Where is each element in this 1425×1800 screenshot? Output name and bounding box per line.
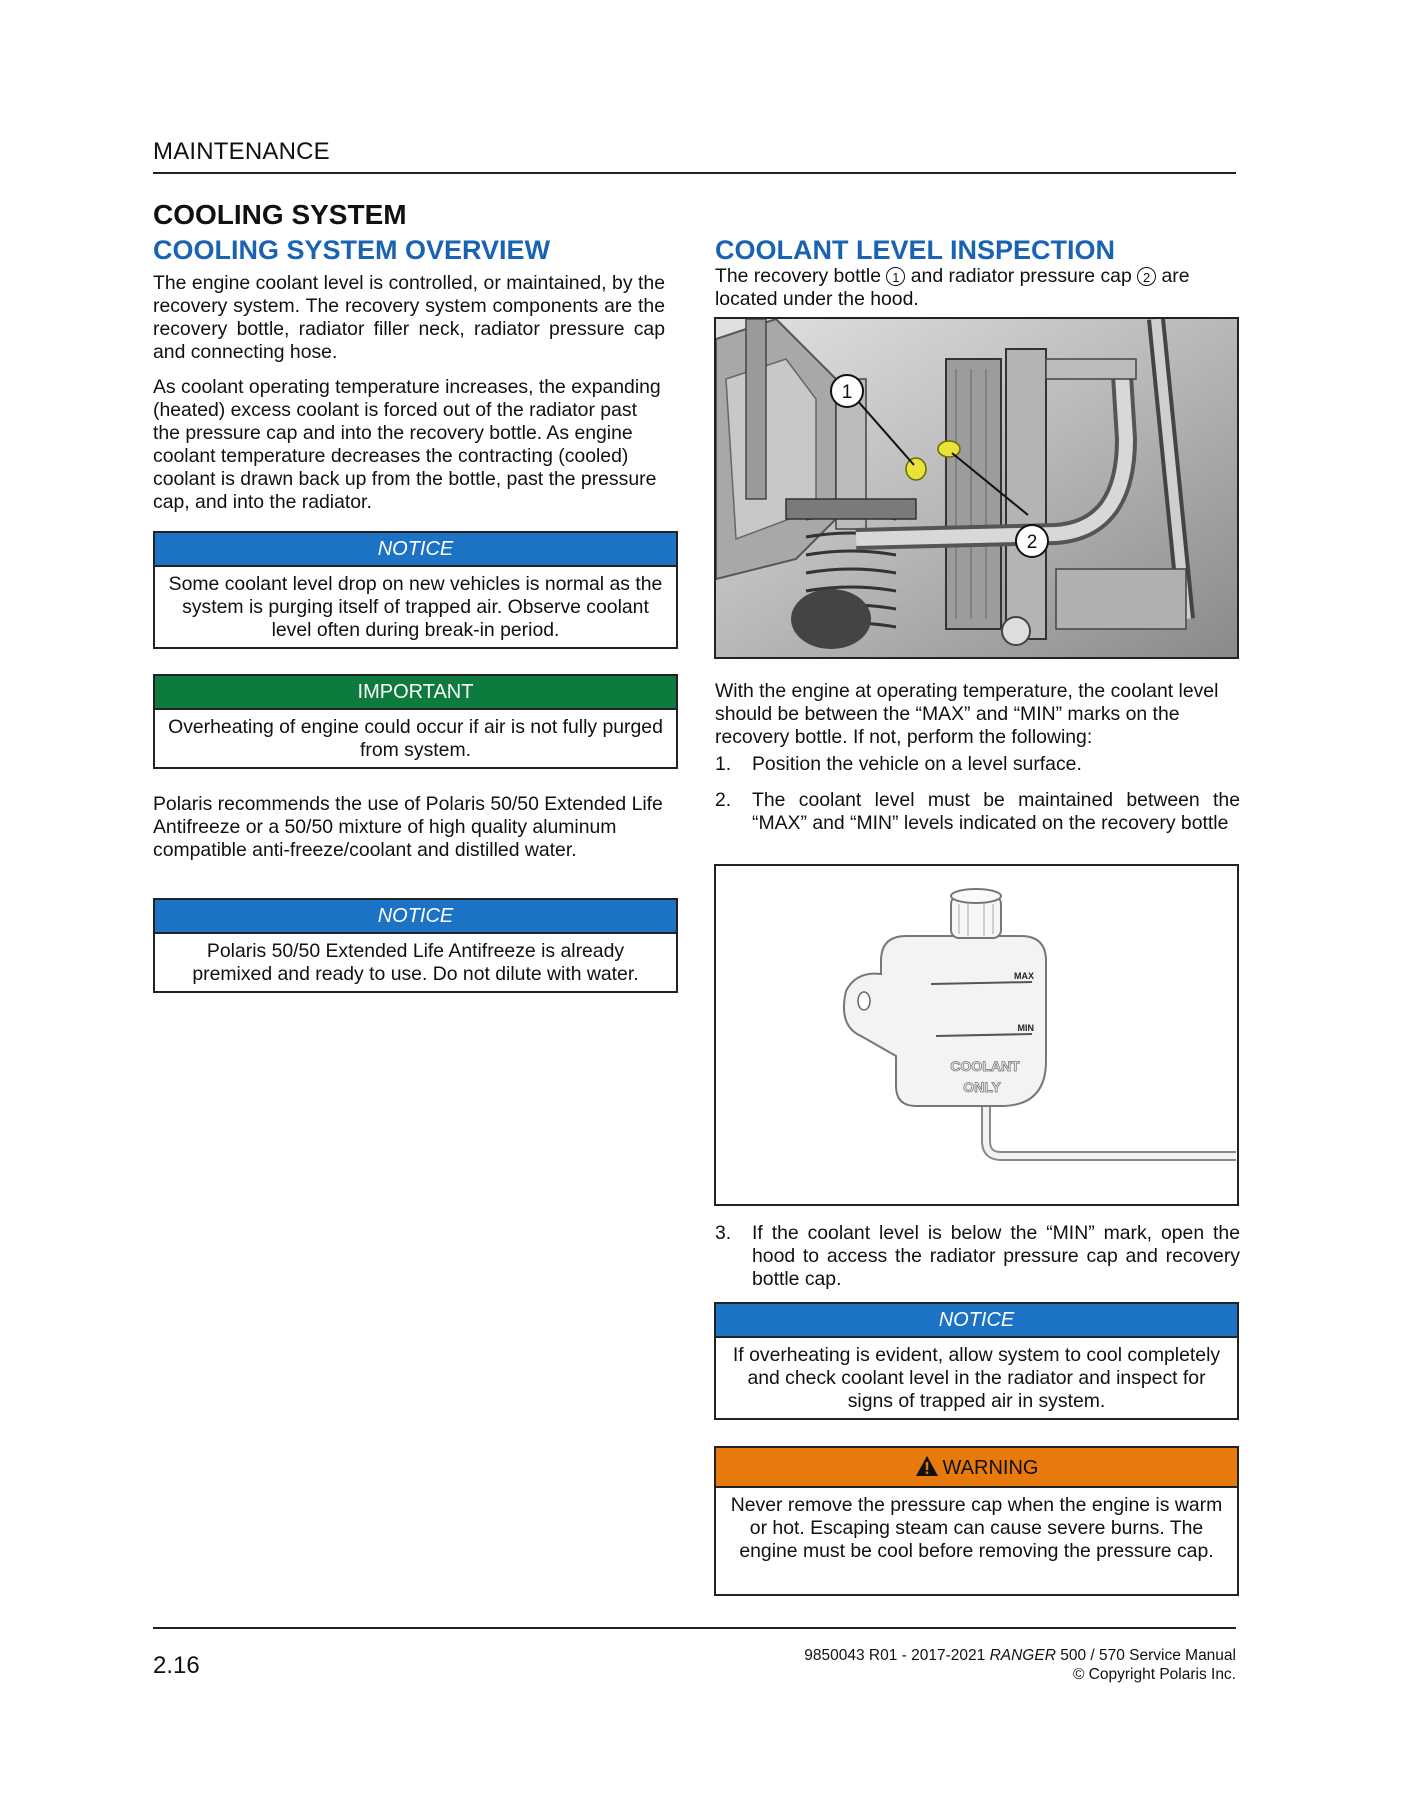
warning-header <box>716 1448 1237 1486</box>
intro-text-1: The recovery bottle <box>715 265 887 287</box>
doc-title <box>804 1646 1236 1665</box>
page-number: 2.16 <box>153 1652 200 1679</box>
operating-temp-paragraph: With the engine at operating temperature, the coolant level should be between the “MAX” and “MIN” marks on the recovery bottle. If not, perform the following: <box>715 680 1219 748</box>
notice-box-antifreeze <box>153 898 678 993</box>
notice-box-breakin <box>153 531 678 649</box>
coolant-embossed-text: COOLANT <box>950 1058 1020 1074</box>
min-label: MIN <box>1017 1023 1034 1033</box>
overview-paragraph-1: The engine coolant level is controlled, or maintained, by the recovery system. The recovery system components are the recovery bottle, radiator filler neck, radiator pressure cap and connecting hose. <box>153 272 665 363</box>
only-embossed-text: ONLY <box>963 1079 1001 1095</box>
callout-marker-2: 2 <box>1137 267 1156 286</box>
step-item <box>715 1222 1240 1292</box>
intro-text-3: are located under the hood. <box>715 265 1190 310</box>
warning-box <box>714 1446 1239 1596</box>
callout-marker-1: 1 <box>886 267 905 286</box>
doc-model: RANGER <box>989 1647 1056 1664</box>
step-number: 3. <box>715 1222 732 1244</box>
section-label: MAINTENANCE <box>153 138 330 165</box>
intro-text-2: and radiator pressure cap <box>905 265 1138 287</box>
recovery-bottle-illustration <box>716 866 1237 1204</box>
overview-heading: COOLING SYSTEM OVERVIEW <box>153 235 551 265</box>
step-item <box>715 753 1240 776</box>
footer-rule <box>153 1627 1236 1629</box>
notice-label: NOTICE <box>155 900 676 932</box>
notice-box-overheating <box>714 1302 1239 1420</box>
important-text: Overheating of engine could occur if air is not fully purged from system. <box>168 716 663 761</box>
step-number: 1. <box>715 753 732 775</box>
inspection-intro <box>715 265 1240 311</box>
important-box <box>153 674 678 769</box>
engine-bay-illustration <box>716 319 1237 657</box>
step-item <box>715 789 1240 859</box>
notice-label: NOTICE <box>716 1304 1237 1336</box>
important-label: IMPORTANT <box>155 676 676 708</box>
header-rule <box>153 172 1236 174</box>
notice-text: If overheating is evident, allow system to cool completely and check coolant level in the radiator and inspect for signs of trapped air in system. <box>732 1344 1221 1412</box>
engine-bay-figure <box>714 317 1239 659</box>
step-text: The coolant level must be maintained between the “MAX” and “MIN” levels indicated on the recovery bottle <box>752 789 1240 834</box>
inspection-heading: COOLANT LEVEL INSPECTION <box>715 235 1116 265</box>
notice-text: Polaris 50/50 Extended Life Antifreeze is already premixed and ready to use. Do not dilute with water. <box>192 940 639 985</box>
step-number: 2. <box>715 789 732 811</box>
overview-paragraph-2: As coolant operating temperature increases, the expanding (heated) excess coolant is forced out of the radiator past the pressure cap and into the recovery bottle. As engine coolant temperature decreases the contracting (cooled) coolant is drawn back up from the bottle, past the pressure cap, and into the radiator. <box>153 376 661 513</box>
footer-doc-info <box>804 1646 1236 1684</box>
page-title: COOLING SYSTEM <box>153 199 407 230</box>
notice-text: Some coolant level drop on new vehicles is normal as the system is purging itself of trapped air. Observe coolant level often during break-in period. <box>168 573 663 641</box>
copyright: © Copyright Polaris Inc. <box>1072 1666 1236 1683</box>
callout-number-2: 2 <box>1026 532 1038 553</box>
doc-manual: 500 / 570 Service Manual <box>1055 1647 1236 1664</box>
doc-number: 9850043 R01 - 2017-2021 <box>804 1647 990 1664</box>
warning-triangle-icon <box>915 1455 939 1477</box>
notice-label: NOTICE <box>155 533 676 565</box>
warning-text: Never remove the pressure cap when the engine is warm or hot. Escaping steam can cause severe burns. The engine must be cool before removing the pressure cap. <box>730 1494 1223 1562</box>
antifreeze-paragraph: Polaris recommends the use of Polaris 50/50 Extended Life Antifreeze or a 50/50 mixture of high quality aluminum compatible anti-freeze/coolant and distilled water. <box>153 793 663 861</box>
step-text: If the coolant level is below the “MIN” mark, open the hood to access the radiator pressure cap and recovery bottle cap. <box>752 1222 1240 1290</box>
max-label: MAX <box>1014 971 1034 981</box>
step-text: Position the vehicle on a level surface. <box>752 753 1082 775</box>
recovery-bottle-figure <box>714 864 1239 1206</box>
warning-label: WARNING <box>942 1457 1039 1479</box>
callout-number-1: 1 <box>841 382 853 403</box>
